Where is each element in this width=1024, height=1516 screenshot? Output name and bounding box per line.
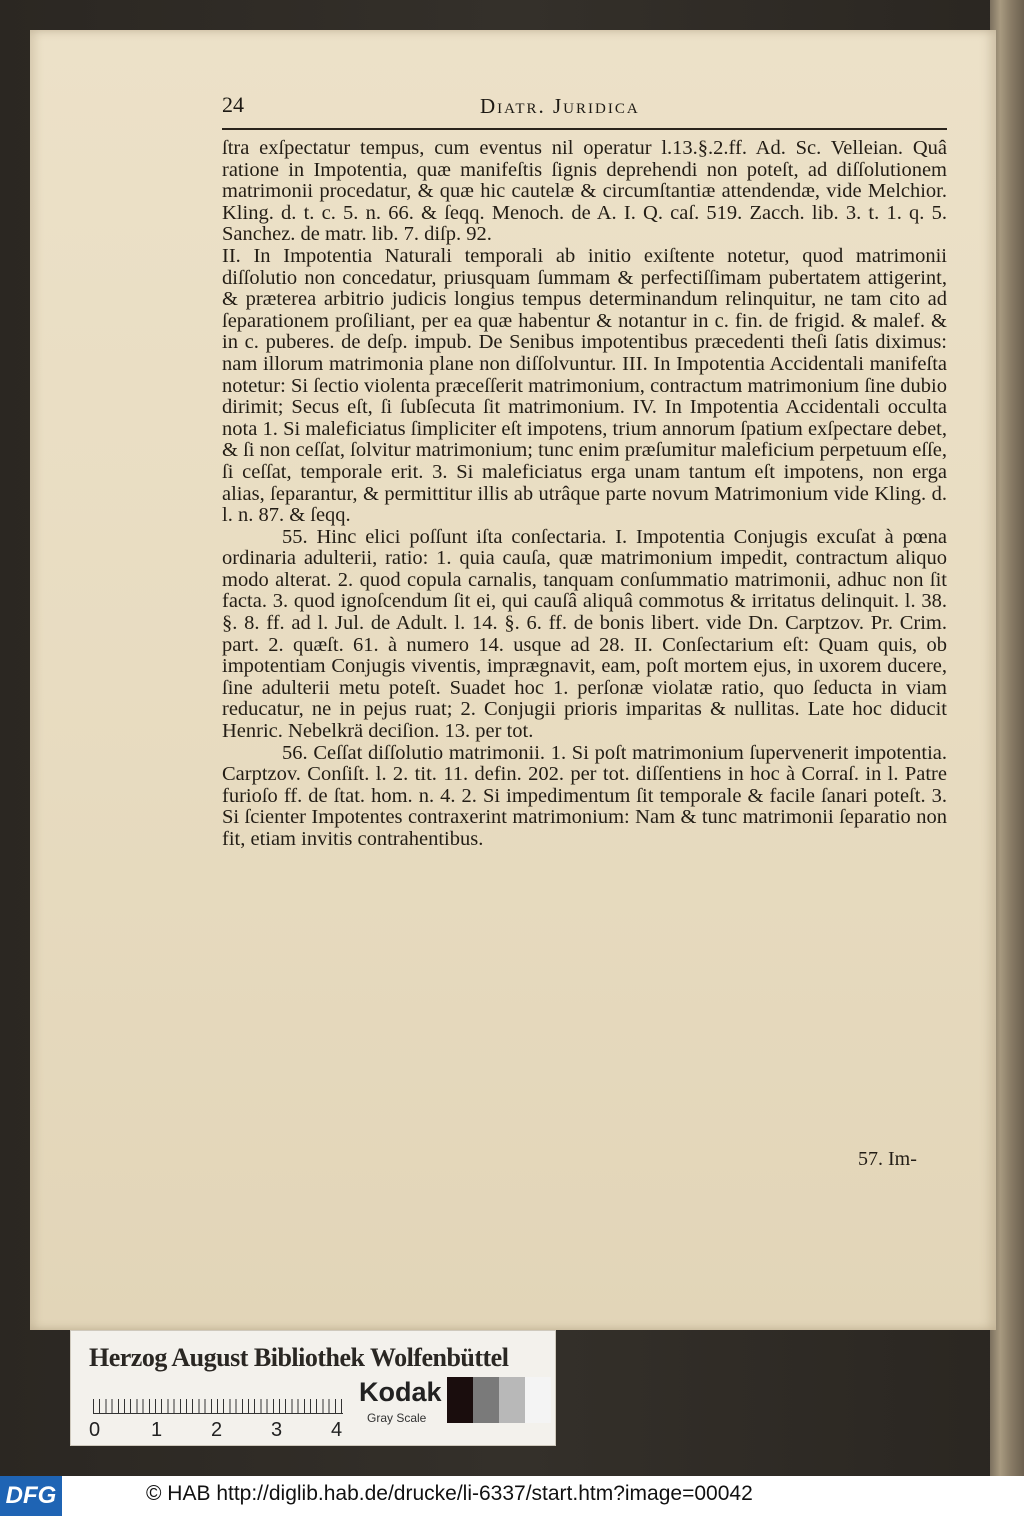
copyright-link[interactable]: © HAB http://diglib.hab.de/drucke/li-6337/start.htm?image=00042 — [146, 1482, 753, 1505]
ruler-number: 3 — [271, 1419, 283, 1441]
paragraph-continuation: ſtra exſpectatur tempus, cum eventus nil operatur l.13.§.2.ff. Ad. Sc. Velleian. Quâ ratione in Impotentia, quæ manifeſtis ſignis deprehendi non poteſt, ad diſſolutionem matrimonii procedatur, & quæ hic cautelæ & circumſtantiæ attendendæ, vide Melchior. Kling. d. t. c. 5. n. 66. & ſeqq. Menoch. de A. I. Q. caſ. 519. Zacch. lib. 3. t. 1. q. 5. Sanchez. de matr. lib. 7. diſp. 92. — [222, 137, 947, 246]
library-title: Herzog August Bibliothek Wolfenbüttel — [89, 1343, 509, 1372]
paragraph-impotentia: II. In Impotentia Naturali temporali ab initio exiſtente notetur, quod matrimonii diſſolutio non concedatur, priusquam ſummam & perfectiſſimam pubertatem attigerint, & præterea arbitrio judicis longius tempus determinandum relinquitur, ne tam cito ad ſeparationem proſiliant, per ea quæ habentur & notantur in c. fin. de frigid. & malef. & in c. puberes. de deſp. impub. De Senibus impotentibus præcedenti theſi ſatis diximus: nam illorum matrimonia plane non diſſolvuntur. III. In Impotentia Accidentali manifeſta notetur: Si ſectio violenta præceſſerit matrimonium, contractum matrimonium ſine dubio dirimit; Secus eſt, ſi ſubſecuta ſit matrimonium. IV. In Impotentia Accidentali occulta nota 1. Si maleficiatus ſimpliciter eſt impotens, trium annorum ſpatium exſpectare debet, & ſi non ceſſat, ſolvitur matrimonium; tunc enim præſumitur maleficium perpetuum eſſe, ſi ceſſat, temporale erit. 3. Si maleficiatus erga unam tantum eſt impotens, non erga alias, ſeparantur, & permittitur illis ab utrâque parte novum Matrimonium vide Kling. d. l. n. 87. & ſeqq. — [222, 244, 947, 527]
ruler-number: 1 — [151, 1419, 163, 1441]
running-head: Diatr. Juridica — [480, 94, 640, 118]
page-number: 24 — [222, 92, 244, 117]
gray-scale-label: Gray Scale — [367, 1411, 427, 1425]
ruler-number: 0 — [89, 1419, 101, 1441]
ruler-number: 4 — [331, 1419, 343, 1441]
page-header — [222, 92, 947, 130]
color-calibration-card — [70, 1330, 556, 1446]
ruler-numbers — [85, 1419, 365, 1441]
dfg-logo[interactable]: DFG — [0, 1476, 62, 1516]
footer-bar — [0, 1476, 1024, 1516]
swatch-light-gray — [499, 1377, 525, 1423]
swatch-white — [525, 1377, 551, 1423]
paragraph-56: 56. Ceſſat diſſolutio matrimonii. 1. Si poſt matrimonium ſupervenerit impotentia. Carptzov. Conſiſt. l. 2. tit. 11. defin. 202. per tot. diſſentiens in hoc à Corraſ. in l. Patre furioſo ff. de ſtat. hom. n. 4. 2. Si impedimentum ſit temporale & facile ſanari poteſt. 3. Si ſcienter Impotentes contraxerint matrimonium: Nam & tunc matrimonii ſeparatio non fit, etiam invitis contrahentibus. — [222, 741, 947, 850]
kodak-logo: Kodak — [359, 1377, 442, 1407]
scale-ruler — [93, 1387, 343, 1414]
body-text — [222, 138, 947, 851]
ruler-number: 2 — [211, 1419, 223, 1441]
swatch-black — [447, 1377, 473, 1423]
catchword: 57. Im- — [858, 1148, 917, 1170]
gray-swatches — [447, 1377, 551, 1423]
paragraph-55: 55. Hinc elici poſſunt iſta conſectaria. I. Impotentia Conjugis excuſat à pœna ordinaria adulterii, ratio: 1. quia cauſa, quæ matrimonium impedit, contractum aliquo modo alterat. 2. quod copula carnalis, tanquam conſummatio matrimonii, adhuc non ſit facta. 3. quod ignoſcendum ſit ei, qui cauſâ aliquâ commotus & irritatus delinquit. l. 38. §. 8. ff. ad l. Jul. de Adult. l. 14. §. 6. ff. de bonis libert. vide Dn. Carptzov. Pr. Crim. part. 2. quæſt. 61. à numero 14. usque ad 28. II. Conſectarium eſt: Quam quis, ob impotentiam Conjugis viventis, imprægnavit, eam, poſt mortem ejus, in uxorem ducere, ſine adulterii metu poteſt. Suadet hoc 1. perſonæ violatæ ratio, quo ſeducta in viam reducatur, ne in pejus ruat; 2. Conjugii prioris imparitas & nullitas. Late hoc diducit Henric. Nebelkrä deciſion. 13. per tot. — [222, 525, 947, 743]
swatch-dark-gray — [473, 1377, 499, 1423]
